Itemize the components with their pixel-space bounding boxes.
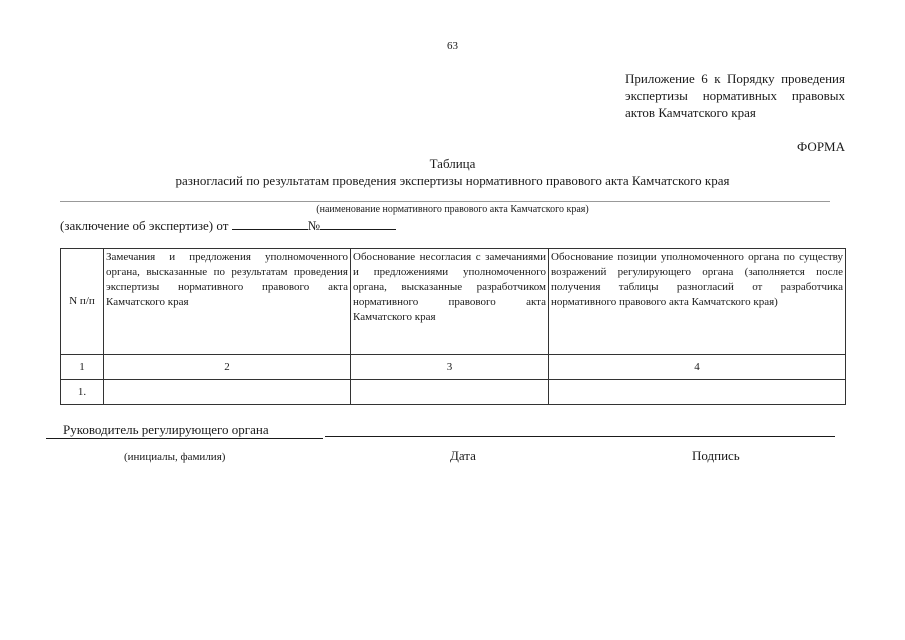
- header-cell-remarks: Замечания и предложения уполномоченного органа, высказанные по результатам проведения экспертизы нормативного правового акта Камчатского края: [104, 249, 351, 355]
- table-cell: [104, 380, 351, 405]
- act-name-caption: (наименование нормативного правового акта Камчатского края): [316, 204, 589, 215]
- page-number: 63: [447, 40, 458, 52]
- table-number-row: [61, 355, 846, 380]
- conclusion-number-sign: №: [307, 218, 321, 233]
- header-cell-position: Обоснование позиции уполномоченного органа по существу возражений регулирующего органа (заполняется после получения таблицы разногласий от разработчика нормативного правового акта Камчатского края): [549, 249, 846, 355]
- table-cell: [351, 380, 549, 405]
- initials-caption: (инициалы, фамилия): [124, 451, 226, 463]
- table-header-row: [61, 249, 846, 355]
- conclusion-date-blank: [232, 217, 308, 230]
- conclusion-prefix: (заключение об экспертизе) от: [60, 218, 229, 233]
- table-cell: 2: [104, 355, 351, 380]
- document-title: Таблица: [429, 156, 476, 171]
- document-subtitle: разногласий по результатам проведения экспертизы нормативного правового акта Камчатского края: [175, 173, 730, 188]
- header-cell-disagreement: Обоснование несогласия с замечаниями и предложениями уполномоченного органа, высказанные разработчиком нормативного правового акта Камчатского края: [351, 249, 549, 355]
- table-cell: 1.: [61, 380, 104, 405]
- signature-caption: Подпись: [692, 448, 740, 463]
- appendix-note: Приложение 6 к Порядку проведения экспертизы нормативных правовых актов Камчатского края: [625, 71, 845, 120]
- act-name-line: [60, 201, 830, 202]
- table-cell: 1: [61, 355, 104, 380]
- signature-line: [325, 436, 835, 437]
- table-row: [61, 380, 846, 405]
- date-caption: Дата: [450, 448, 476, 463]
- header-cell-number: N п/п: [61, 249, 104, 355]
- head-of-regulator-label: Руководитель регулирующего органа: [63, 422, 269, 437]
- table-cell: [549, 380, 846, 405]
- conclusion-line: [60, 217, 396, 234]
- form-label: ФОРМА: [797, 139, 845, 154]
- head-label-underline: [46, 438, 323, 439]
- table-cell: 4: [549, 355, 846, 380]
- conclusion-number-blank: [320, 217, 396, 230]
- table-cell: 3: [351, 355, 549, 380]
- disagreements-table: [60, 248, 846, 405]
